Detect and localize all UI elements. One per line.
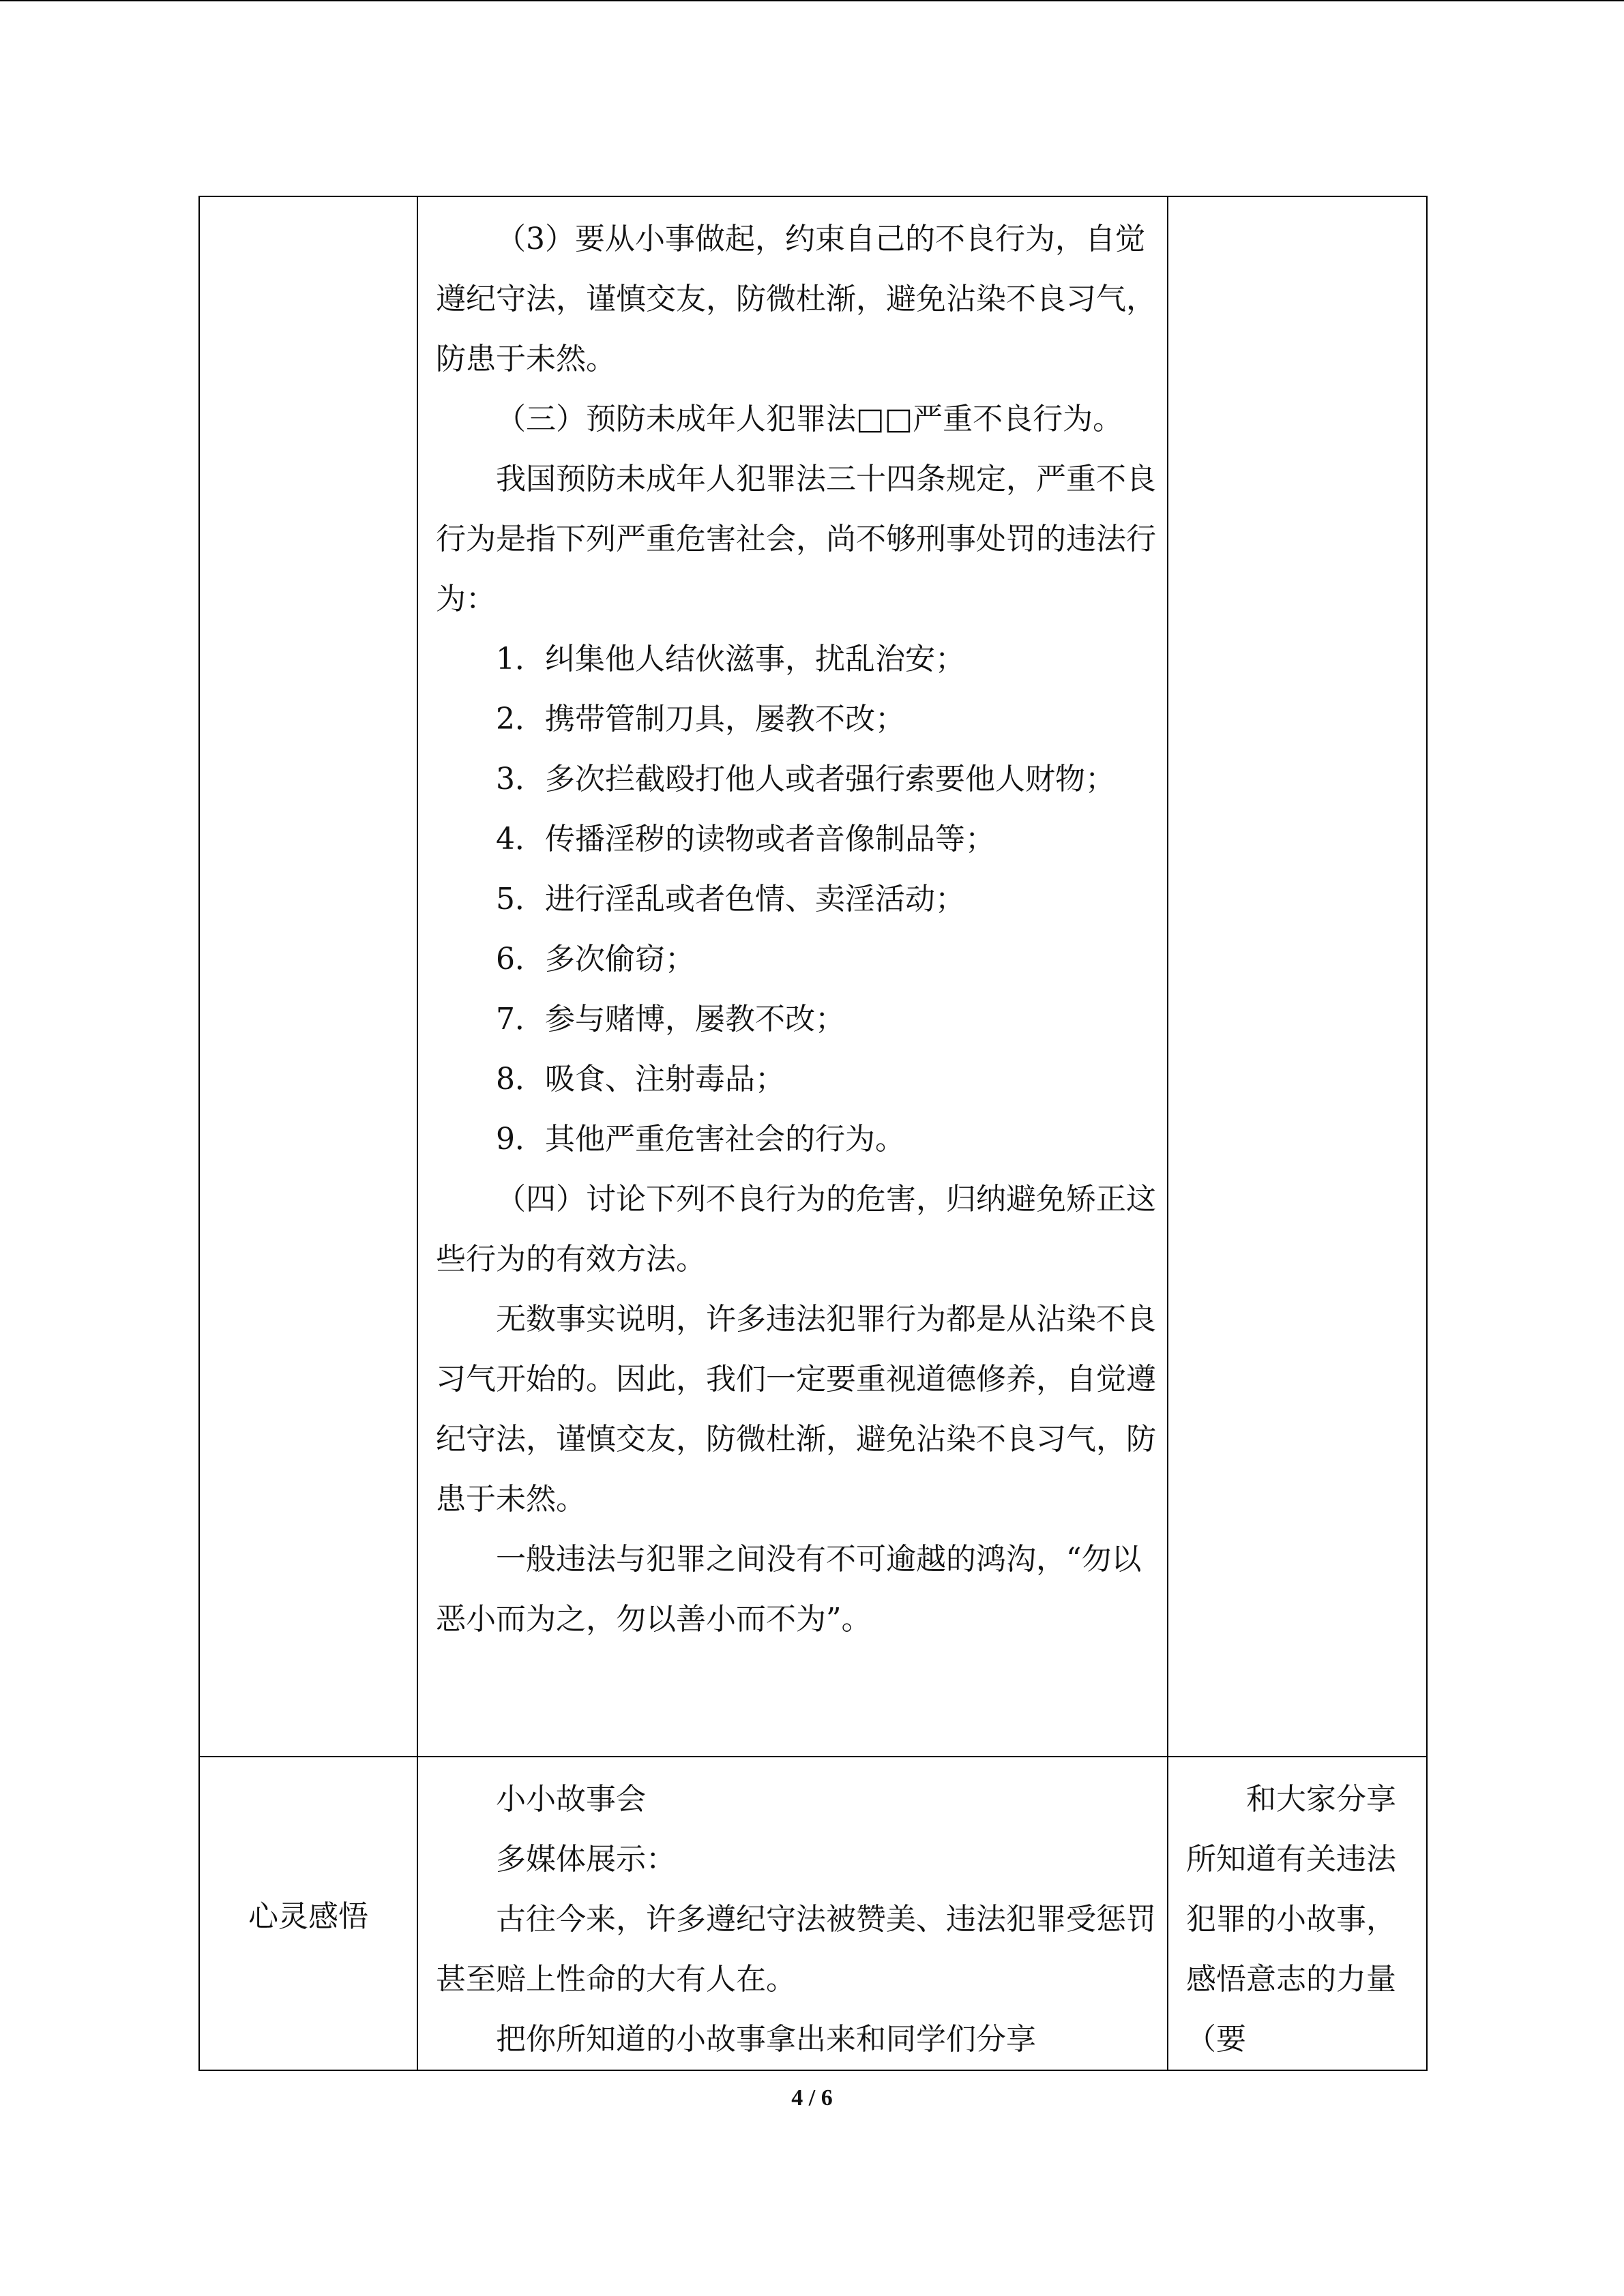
content-text xyxy=(418,197,1167,1650)
list-item: 1．纠集他人结伙滋事，扰乱治安； xyxy=(496,642,965,676)
content-cell xyxy=(417,196,1168,1757)
paragraph: （三）预防未成年人犯罪法□□严重不良行为。 xyxy=(496,402,1123,436)
list-item: 8．吸食、注射毒品； xyxy=(496,1062,785,1097)
list-item: 5．进行淫乱或者色情、卖淫活动； xyxy=(496,882,965,916)
list-item: 3．多次拦截殴打他人或者强行索要他人财物； xyxy=(496,762,1115,796)
paragraph: （四）讨论下列不良行为的危害，归纳避免矫正这些行为的有效方法。 xyxy=(436,1182,1156,1277)
page-number: 4 / 6 xyxy=(791,2085,833,2111)
notes-text xyxy=(1168,197,1426,209)
paragraph: 把你所知道的小故事拿出来和同学们分享 xyxy=(496,2022,1036,2057)
notes-cell xyxy=(1168,1757,1427,2070)
notes-text: 和大家分享所知道有关违法犯罪的小故事，感悟意志的力量（要 xyxy=(1186,1782,1396,2057)
list-item: 2．携带管制刀具，屡教不改； xyxy=(496,702,905,736)
content-cell xyxy=(417,1757,1168,2070)
paragraph: 多媒体展示： xyxy=(496,1842,676,1877)
paragraph: 我国预防未成年人犯罪法三十四条规定，严重不良行为是指下列严重危害社会，尚不够刑事处罚的违法行为： xyxy=(436,462,1156,616)
list-item: 6．多次偷窃； xyxy=(496,942,695,976)
list-item: 9．其他严重危害社会的行为。 xyxy=(496,1122,905,1157)
section-label-cell: 心灵感悟 xyxy=(199,1757,417,2070)
paragraph: （3）要从小事做起，约束自己的不良行为，自觉遵纪守法，谨慎交友，防微杜渐，避免沾染不良习气，防患于未然。 xyxy=(436,222,1156,376)
list-item: 7．参与赌博，屡教不改； xyxy=(496,1002,845,1037)
top-border-line xyxy=(0,0,1624,1)
table-row xyxy=(199,196,1427,1757)
paragraph: 古往今来，许多遵纪守法被赞美、违法犯罪受惩罚甚至赔上性命的大有人在。 xyxy=(436,1902,1156,1997)
content-text xyxy=(418,1757,1167,2070)
paragraph: 一般违法与犯罪之间没有不可逾越的鸿沟，“勿以恶小而为之，勿以善小而不为”。 xyxy=(436,1542,1142,1637)
list-item: 4．传播淫秽的读物或者音像制品等； xyxy=(496,822,995,856)
section-label-cell xyxy=(199,196,417,1757)
table-row xyxy=(199,1757,1427,2070)
paragraph: 小小故事会 xyxy=(496,1782,646,1817)
paragraph: 无数事实说明，许多违法犯罪行为都是从沾染不良习气开始的。因此，我们一定要重视道德修养，自觉遵纪守法，谨慎交友，防微杜渐，避免沾染不良习气，防患于未然。 xyxy=(436,1302,1156,1517)
notes-cell xyxy=(1168,196,1427,1757)
lesson-plan-table xyxy=(198,196,1428,2071)
